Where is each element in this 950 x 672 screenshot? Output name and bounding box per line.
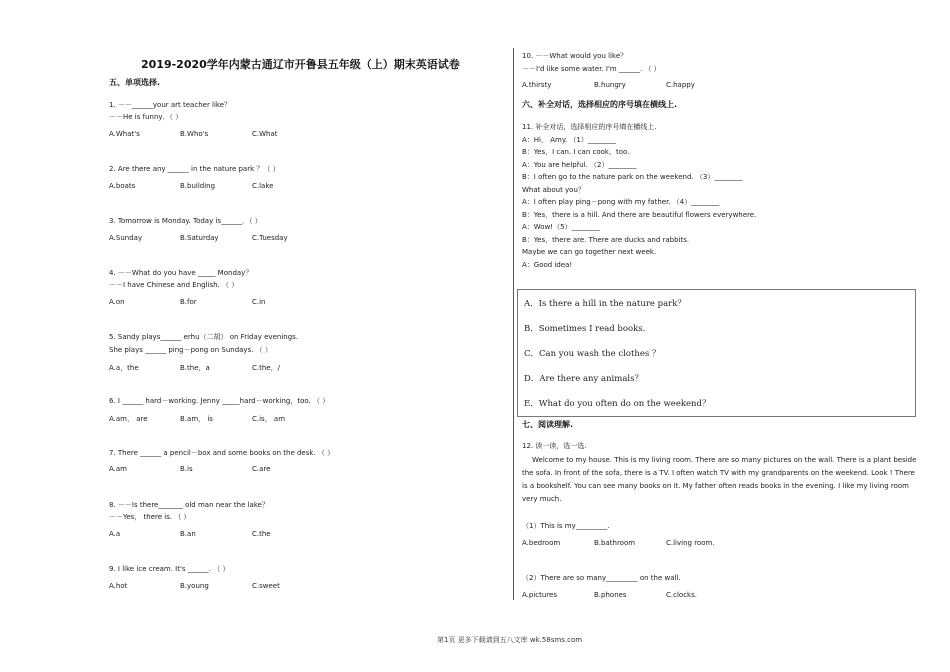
reading-question-1-option-a[interactable]: A.bedroom [522, 539, 561, 547]
question-6-line-1: 6. I ______ hard－working. Jenny _____hard－working，too. （ ） [109, 397, 330, 405]
question-3-option-c[interactable]: C.Tuesday [252, 234, 288, 242]
dialog-line: A：Good idea! [522, 261, 573, 269]
dialog-line: B：Yes，there is a hill. And there are beautiful flowers everywhere. [522, 211, 757, 219]
question-10-line-2: －－I'd like some water. I'm ______. （ ） [522, 65, 661, 73]
question-7-line-1: 7. There ______ a pencil－box and some books on the desk. （ ） [109, 449, 335, 457]
question-10-line-1: 10. －－What would you like？ [522, 52, 628, 60]
dialog-line: A：I often play ping－pong with my father. （4）________ [522, 198, 720, 206]
question-4-line-1: 4. －－What do you have _____ Monday？ [109, 269, 253, 277]
question-2-option-c[interactable]: C.lake [252, 182, 274, 190]
dialog-line: A：Hi， Amy. （1）________ [522, 136, 616, 144]
reading-question-1-option-c[interactable]: C.living room. [666, 539, 715, 547]
reading-question-2-option-b[interactable]: B.phones [594, 591, 627, 599]
question-9-option-c[interactable]: C.sweet [252, 582, 280, 590]
dialog-line: B：I often go to the nature park on the weekend. （3）________ [522, 173, 743, 181]
page-footer: 第1页 更多下载请到五八文库 wk.58sms.com [437, 636, 583, 644]
reading-question-1: （1）This is my_________. [522, 522, 610, 530]
reading-question-1-option-b[interactable]: B.bathroom [594, 539, 636, 547]
question-2-option-a[interactable]: A.boats [109, 182, 136, 190]
question-5-line-1: 5. Sandy plays______ erhu（二胡） on Friday evenings. [109, 333, 299, 341]
choice-b[interactable]: B．Sometimes I read books． [524, 324, 652, 334]
question-5-option-c[interactable]: C.the，/ [252, 364, 280, 372]
question-10-option-c[interactable]: C.happy [666, 81, 695, 89]
dialog-line: What about you？ [522, 186, 585, 194]
choices-box [517, 289, 916, 417]
question-4-option-c[interactable]: C.in [252, 298, 266, 306]
question-9-option-a[interactable]: A.hot [109, 582, 128, 590]
reading-passage-text: Welcome to my house. This is my living room. There are so many pictures on the wall. There is a plant beside the sofa. In front of the sofa, there is a TV. I often watch TV with my grandparents on the weekend. Look ! There is a bookshelf. You can see many books on it. My father often reads books in the evening. I like my living room very much. [522, 456, 917, 503]
section-5-heading: 五、单项选择. [109, 78, 161, 87]
choice-e[interactable]: E．What do you often do on the weekend？ [524, 399, 711, 409]
choice-a[interactable]: A．Is there a hill in the nature park？ [524, 299, 686, 309]
column-divider [513, 48, 514, 600]
section-7-heading: 七、阅读理解. [522, 420, 574, 429]
reading-question-2-option-a[interactable]: A.pictures [522, 591, 557, 599]
choice-c[interactable]: C．Can you wash the clothes ？ [524, 349, 661, 359]
question-1-option-a[interactable]: A.What's [109, 130, 140, 138]
question-8-line-1: 8. －－Is there_______ old man near the lake？ [109, 501, 269, 509]
question-3-option-a[interactable]: A.Sunday [109, 234, 143, 242]
question-7-option-a[interactable]: A.am [109, 465, 127, 473]
question-4-line-2: －－I have Chinese and English. （ ） [109, 281, 239, 289]
question-9-line-1: 9. I like ice cream. It's ______. （ ） [109, 565, 230, 573]
question-5-option-a[interactable]: A.a，the [109, 364, 139, 372]
question-1-option-b[interactable]: B.Who's [180, 130, 209, 138]
question-8-option-b[interactable]: B.an [180, 530, 196, 538]
dialog-line: A：Wow!（5）________ [522, 223, 600, 231]
question-6-option-a[interactable]: A.am， are [109, 415, 148, 423]
question-8-option-c[interactable]: C.the [252, 530, 271, 538]
question-4-option-a[interactable]: A.on [109, 298, 125, 306]
dialog-line: 11. 补全对话，选择相应的序号填在横线上. [522, 123, 657, 131]
dialog-line: B：Yes，I can. I can cook，too. [522, 148, 630, 156]
question-3-line-1: 3. Tomorrow is Monday. Today is______．（ ） [109, 217, 262, 225]
dialog-line: Maybe we can go together next week. [522, 248, 657, 256]
question-9-option-b[interactable]: B.young [180, 582, 209, 590]
question-8-option-a[interactable]: A.a [109, 530, 121, 538]
question-2-line-1: 2. Are there any ______ in the nature park ？（ ） [109, 165, 280, 173]
question-8-line-2: －－Yes， there is. （ ） [109, 513, 191, 521]
reading-passage [522, 454, 918, 506]
question-2-option-b[interactable]: B.building [180, 182, 216, 190]
question-4-option-b[interactable]: B.for [180, 298, 197, 306]
choice-d[interactable]: D．Are there any animals？ [524, 374, 643, 384]
question-5-option-b[interactable]: B.the，a [180, 364, 210, 372]
question-3-option-b[interactable]: B.Saturday [180, 234, 219, 242]
question-1-option-c[interactable]: C.What [252, 130, 278, 138]
page-title: 2019-2020学年内蒙古通辽市开鲁县五年级（上）期末英语试卷 [141, 58, 460, 71]
question-6-option-b[interactable]: B.am， is [180, 415, 213, 423]
reading-question-2: （2）There are so many_________ on the wall. [522, 574, 681, 582]
question-7-option-b[interactable]: B.is [180, 465, 193, 473]
reading-question-2-option-c[interactable]: C.clocks. [666, 591, 697, 599]
question-10-option-a[interactable]: A.thirsty [522, 81, 552, 89]
question-1-line-1: 1. －－______your art teacher like？ [109, 101, 232, 109]
section-6-heading: 六、补全对话，选择相应的序号填在横线上. [522, 100, 678, 109]
question-12-label: 12. 读一读，选一选. [522, 442, 587, 450]
question-5-line-2: She plays ______ ping－pong on Sundays. （ ） [109, 346, 272, 354]
question-7-option-c[interactable]: C.are [252, 465, 271, 473]
question-1-line-2: －－He is funny．（ ） [109, 113, 183, 121]
dialog-line: A：You are helpful. （2）________ [522, 161, 637, 169]
question-6-option-c[interactable]: C.is， am [252, 415, 286, 423]
question-10-option-b[interactable]: B.hungry [594, 81, 626, 89]
dialog-line: B：Yes，there are. There are ducks and rabbits. [522, 236, 690, 244]
